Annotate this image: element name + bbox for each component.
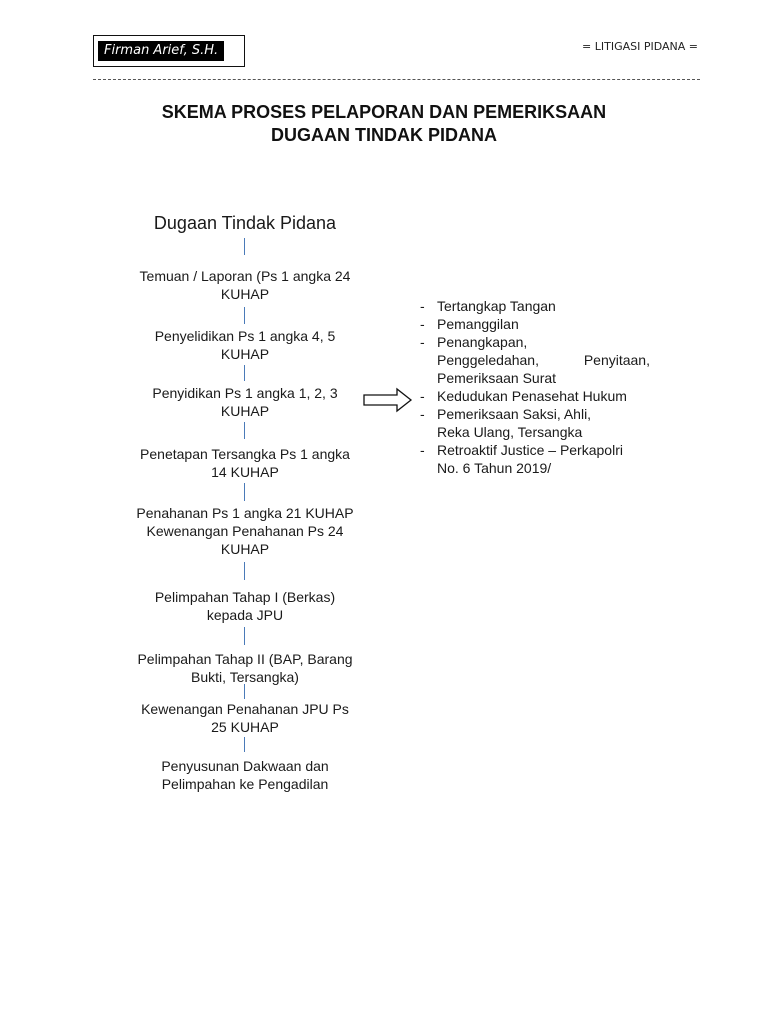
header-divider <box>93 79 700 80</box>
author-box <box>93 35 245 67</box>
flow-head: Dugaan Tindak Pidana <box>153 213 337 233</box>
list-item <box>420 333 650 387</box>
flow-step-line: KUHAP <box>220 346 270 362</box>
bullet-dash: - <box>420 406 425 422</box>
flow-step-line: Pelimpahan ke Pengadilan <box>161 776 329 792</box>
list-item-line: Penggeledahan, Penyitaan, <box>437 352 650 368</box>
list-item <box>420 405 650 441</box>
connector-line <box>244 684 245 699</box>
connector-line <box>244 627 245 645</box>
author-name: Firman Arief, S.H. <box>98 41 224 61</box>
connector-line <box>244 422 245 439</box>
flow-step-penetapan-tersangka <box>110 445 380 481</box>
flow-step-pelimpahan-tahap-2 <box>110 650 380 686</box>
document-tag: = LITIGASI PIDANA = <box>582 40 698 53</box>
flow-step-line: KUHAP <box>220 286 270 302</box>
flow-step-line: Penyusunan Dakwaan dan <box>161 758 329 774</box>
flow-step-penyelidikan <box>110 327 380 363</box>
title-line-1: SKEMA PROSES PELAPORAN DAN PEMERIKSAAN <box>161 102 607 122</box>
connector-line <box>244 737 245 752</box>
connector-line <box>244 483 245 501</box>
bullet-dash: - <box>420 334 425 350</box>
list-item-line: Pemanggilan <box>437 316 519 332</box>
flow-step-line: Pelimpahan Tahap I (Berkas) <box>154 589 336 605</box>
list-item-line: Reka Ulang, Tersangka <box>437 424 583 440</box>
flow-step-line: KUHAP <box>220 403 270 419</box>
flow-step-pelimpahan-tahap-1 <box>110 588 380 624</box>
bullet-dash: - <box>420 298 425 314</box>
flow-step-line: 25 KUHAP <box>211 719 279 735</box>
flow-step-line: kepada JPU <box>206 607 284 623</box>
flow-step-line: Pelimpahan Tahap II (BAP, Barang <box>137 651 353 667</box>
flow-step-line: Bukti, Tersangka) <box>191 669 299 685</box>
flow-step-penahanan <box>110 504 380 558</box>
list-item <box>420 297 650 315</box>
penyidikan-bullet-list <box>420 297 650 477</box>
flow-step-line: Kewenangan Penahanan Ps 24 <box>146 523 344 539</box>
bullet-dash: - <box>420 388 425 404</box>
list-item-line: Tertangkap Tangan <box>437 298 556 314</box>
list-item-line: Retroaktif Justice – Perkapolri <box>437 442 623 458</box>
flow-step-line: KUHAP <box>220 541 270 557</box>
list-item <box>420 387 650 405</box>
list-item-line: Pemeriksaan Saksi, Ahli, <box>437 406 592 422</box>
right-arrow-icon <box>363 387 413 413</box>
flow-step-line: Kewenangan Penahanan JPU Ps <box>141 701 349 717</box>
flow-step-penyusunan-dakwaan <box>110 757 380 793</box>
list-item-line: Kedudukan Penasehat Hukum <box>437 388 627 404</box>
bullet-dash: - <box>420 316 425 332</box>
list-item-line: Pemeriksaan Surat <box>437 370 557 386</box>
connector-line <box>244 238 245 255</box>
list-item-line: No. 6 Tahun 2019/ <box>437 460 552 476</box>
list-item <box>420 315 650 333</box>
bullet-dash: - <box>420 442 425 458</box>
connector-line <box>244 307 245 324</box>
flow-step-laporan <box>110 267 380 303</box>
flow-step-kewenangan-jpu <box>110 700 380 736</box>
flow-step-line: Penyelidikan Ps 1 angka 4, 5 <box>154 328 336 344</box>
flow-step-line: Penyidikan Ps 1 angka 1, 2, 3 <box>152 385 338 401</box>
flow-step-line: Penahanan Ps 1 angka 21 KUHAP <box>136 505 354 521</box>
flow-step-line: Penetapan Tersangka Ps 1 angka <box>140 446 350 462</box>
connector-line <box>244 562 245 580</box>
flow-step-line: 14 KUHAP <box>211 464 279 480</box>
list-item-line: Penangkapan, <box>437 334 528 350</box>
flow-step-penyidikan <box>110 384 380 420</box>
title-line-2: DUGAAN TINDAK PIDANA <box>271 125 497 145</box>
connector-line <box>244 365 245 381</box>
flow-step-line: Temuan / Laporan (Ps 1 angka 24 <box>139 268 351 284</box>
list-item <box>420 441 650 477</box>
